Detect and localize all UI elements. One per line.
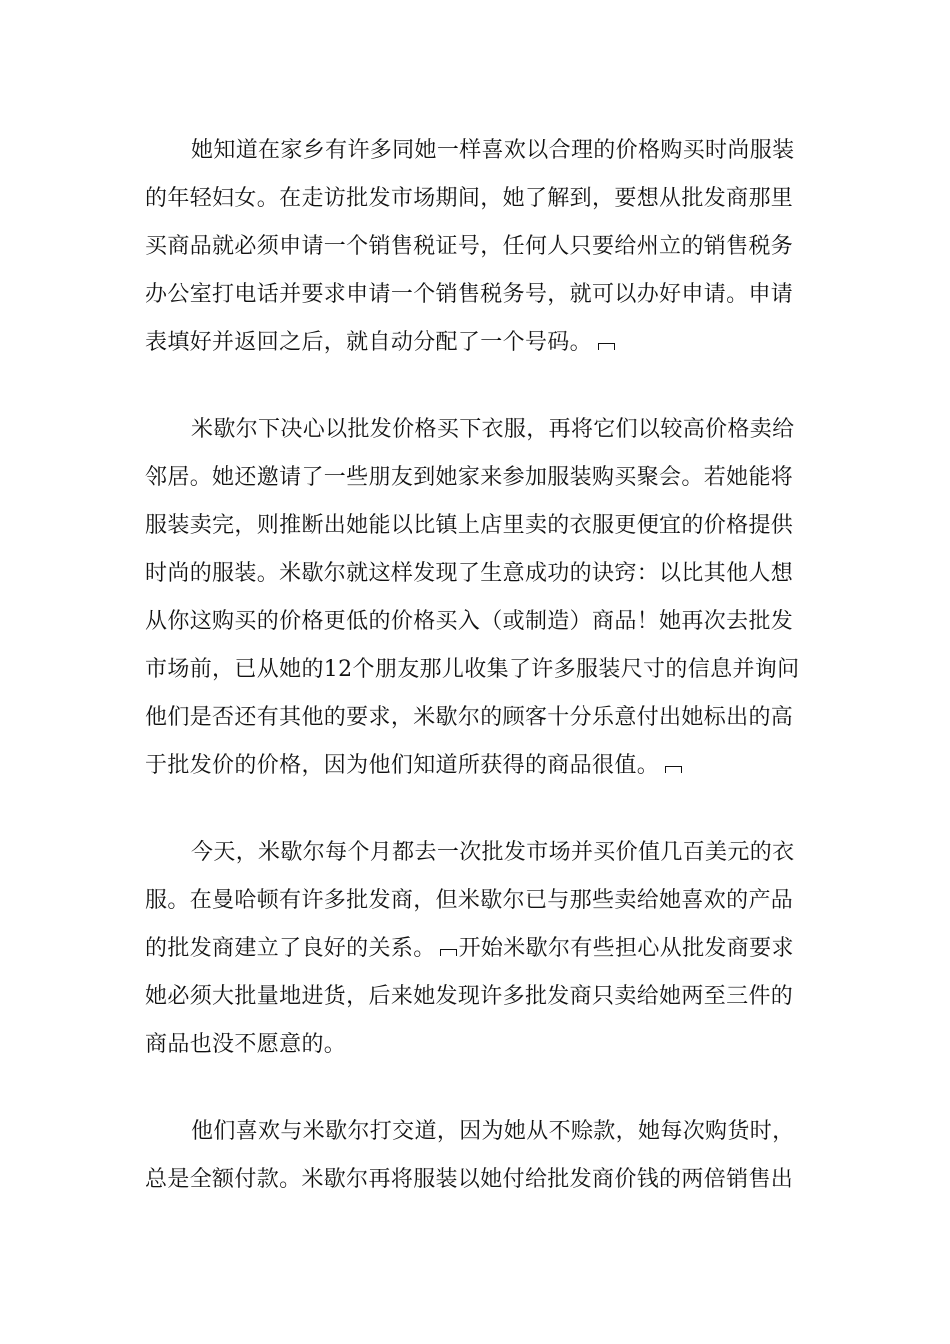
document-body <box>145 127 805 1204</box>
paragraph-2 <box>145 406 805 790</box>
paragraph-text: 开始米歇尔有些担心从批发商要求她必须大批量地进货，后来她发现许多批发商只卖给她两至三件的商品也没不愿意的。 <box>145 936 794 1057</box>
paragraph-3 <box>145 829 805 1069</box>
bracket-mark-icon <box>665 766 682 773</box>
paragraph-4 <box>145 1108 805 1204</box>
paragraph-1 <box>145 127 805 367</box>
paragraph-text: 今天，米歇尔每个月都去一次批发市场并买价值几百美元的衣服。在曼哈顿有许多批发商，但米歇尔已与那些卖给她喜欢的产品的批发商建立了良好的关系。 <box>145 840 795 961</box>
bracket-mark-icon <box>440 949 457 956</box>
paragraph-text: 米歇尔下决心以批发价格买下衣服，再将它们以较高价格卖给邻居。她还邀请了一些朋友到她家来参加服装购买聚会。若她能将服装卖完，则推断出她能以比镇上店里卖的衣服更便宜的价格提供时尚的服装。米歇尔就这样发现了生意成功的诀窍：以比其他人想从你这购买的价格更低的价格买入（或制造）商品！她再次去批发市场前，已从她的12个朋友那儿收集了许多服装尺寸的信息并询问他们是否还有其他的要求，米歇尔的顾客十分乐意付出她标出的高于批发价的价格，因为他们知道所获得的商品很值。 <box>145 417 800 778</box>
bracket-mark-icon <box>598 343 615 350</box>
paragraph-text: 她知道在家乡有许多同她一样喜欢以合理的价格购买时尚服装的年轻妇女。在走访批发市场期间，她了解到，要想从批发商那里买商品就必须申请一个销售税证号，任何人只要给州立的销售税务办公室打电话并要求申请一个销售税务号，就可以办好申请。申请表填好并返回之后，就自动分配了一个号码。 <box>145 138 795 355</box>
paragraph-text: 他们喜欢与米歇尔打交道，因为她从不赊款，她每次购货时，总是全额付款。米歇尔再将服装以她付给批发商价钱的两倍销售出 <box>145 1119 795 1192</box>
